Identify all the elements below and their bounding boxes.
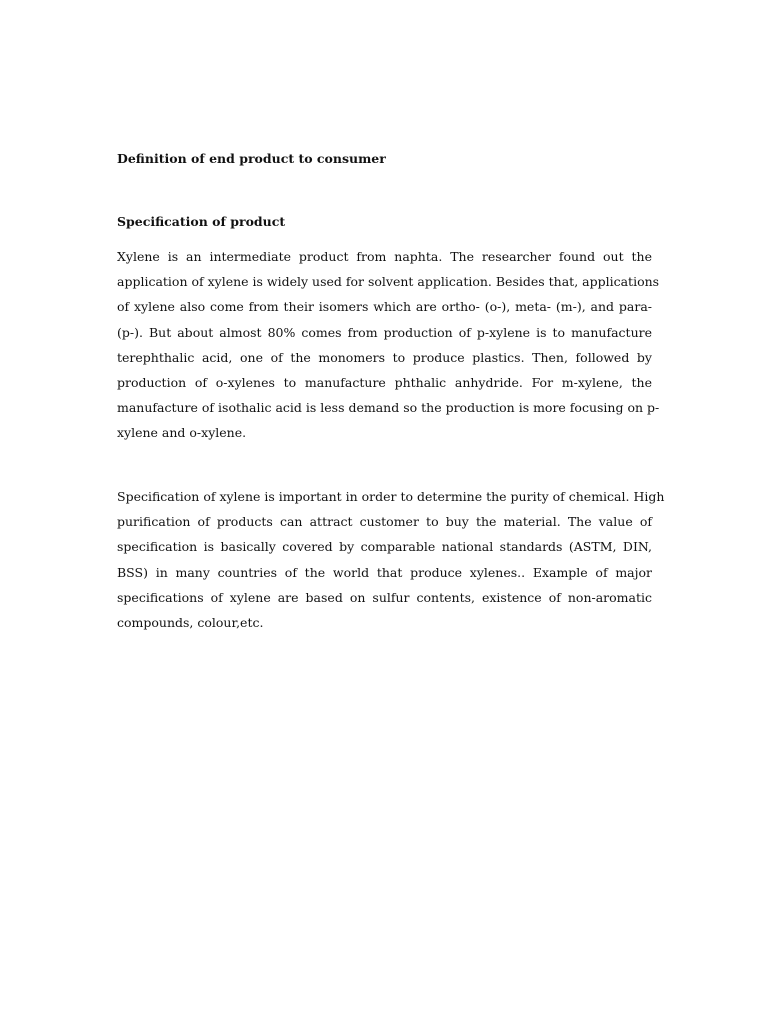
text-line: xylene and o-xylene. [117, 425, 247, 441]
text-line: BSS) in many countries of the world that produce xylenes.. Example of major [117, 564, 652, 580]
paragraph-xylene-intro [117, 244, 660, 446]
text-line: manufacture of isothalic acid is less demand so the production is more focusing on p- [117, 400, 660, 416]
text-line: terephthalic acid, one of the monomers to produce plastics. Then, followed by [117, 349, 652, 365]
text-line: Xylene is an intermediate product from naphta. The researcher found out the [117, 249, 652, 264]
text-line: Specification of xylene is important in order to determine the purity of chemical. High [117, 489, 665, 504]
text-line: (p-). But about almost 80% comes from production of p-xylene is to manufacture [117, 324, 652, 340]
text-line: specification is basically covered by comparable national standards (ASTM, DIN, [117, 539, 652, 555]
heading-specification: Specification of product [117, 214, 286, 229]
text-line: of xylene also come from their isomers which are ortho- (o-), meta- (m-), and para- [117, 299, 652, 315]
text-line: application of xylene is widely used for solvent application. Besides that, applications [117, 274, 660, 290]
paragraph-xylene-specification [117, 484, 665, 635]
text-line: specifications of xylene are based on sulfur contents, existence of non-aromatic [117, 589, 652, 605]
heading-end-product: Definition of end product to consumer [117, 151, 386, 166]
text-line: compounds, colour,etc. [117, 614, 264, 630]
text-line: purification of products can attract customer to buy the material. The value of [117, 514, 652, 530]
text-line: production of o-xylenes to manufacture phthalic anhydride. For m-xylene, the [117, 374, 652, 390]
